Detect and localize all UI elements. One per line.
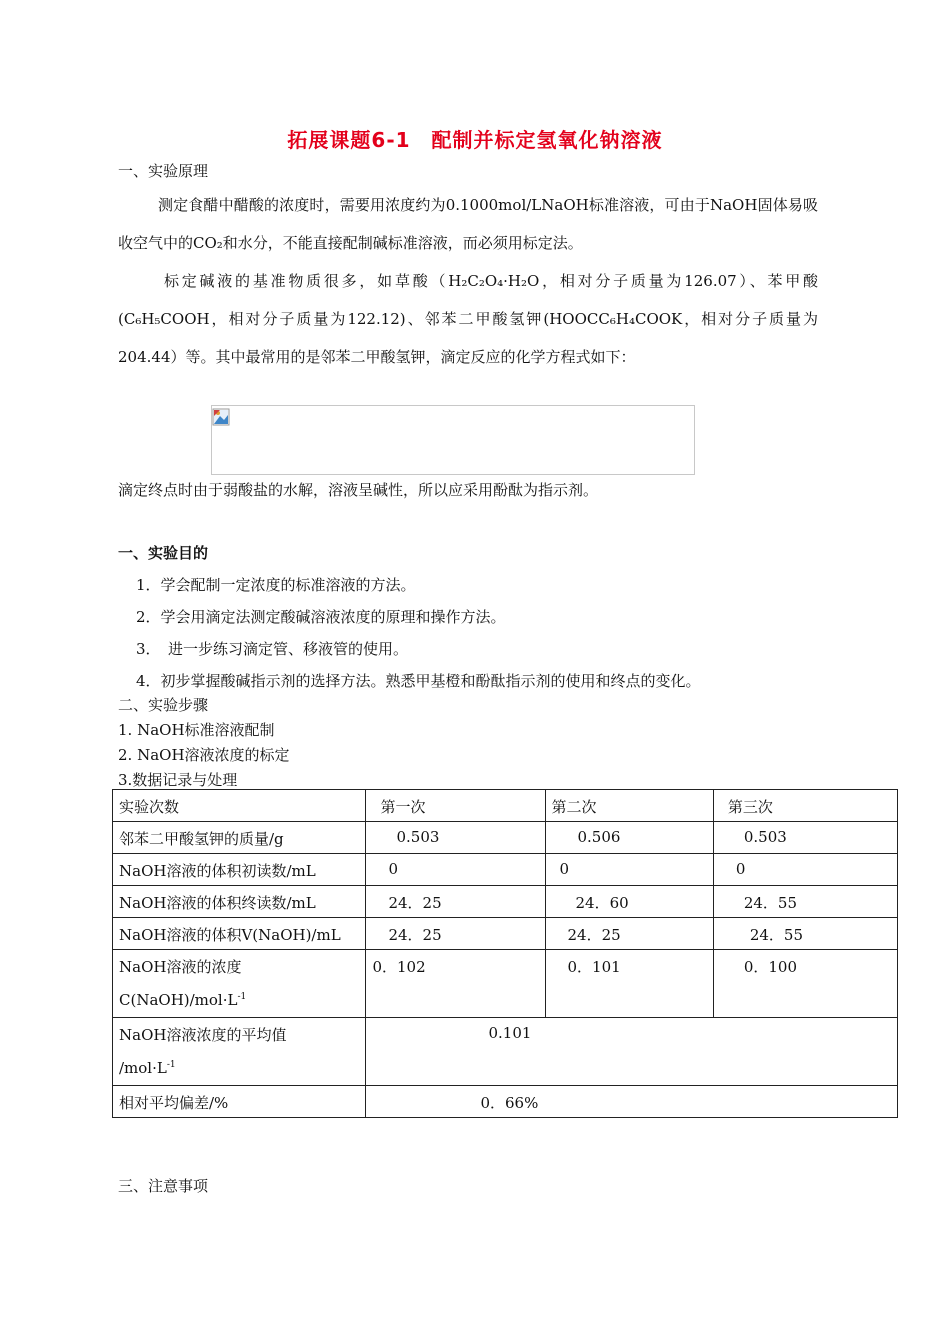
row-label-unit: $C(NaOH)/mol\cdot L^{-1}$ bbox=[119, 991, 247, 1009]
section-heading-principle: 一、实验原理 bbox=[118, 162, 209, 180]
data-record-table bbox=[112, 789, 898, 1118]
row-label-line: NaOH溶液浓度的平均值 bbox=[119, 1026, 287, 1044]
table-cell: 24．25 bbox=[366, 886, 545, 918]
row-label: NaOH溶液的体积V(NaOH)/mL bbox=[113, 918, 366, 950]
principle-paragraph-1: 测定食醋中醋酸的浓度时，需要用浓度约为0.1000mol/LNaOH标准溶液，可由于NaOH固体易吸收空气中的CO₂和水分，不能直接配制碱标准溶液，而必须用标定法。 bbox=[118, 196, 818, 252]
principle-paragraph-2: 标定碱液的基准物质很多，如草酸（H₂C₂O₄·H₂O，相对分子质量为126.07）、苯甲酸(C₆H₅COOH，相对分子质量为122.12)、邻苯二甲酸氢钾(HOOCC₆H₄COOK，相对分子质量为204.44）等。其中最常用的是邻苯二甲酸氢钾，滴定反应的化学方程式如下： bbox=[118, 272, 818, 366]
purpose-item-3: 3． 进一步练习滴定管、移液管的使用。 bbox=[136, 640, 409, 658]
table-cell: 24．25 bbox=[366, 918, 545, 950]
page-title: 拓展课题6-1 配制并标定氢氧化钠溶液 bbox=[287, 128, 663, 152]
step-item-2: 2. NaOH溶液浓度的标定 bbox=[118, 746, 290, 764]
row-label-average bbox=[113, 1018, 366, 1086]
step-item-3: 3.数据记录与处理 bbox=[118, 771, 238, 789]
step-item-1: 1. NaOH标准溶液配制 bbox=[118, 721, 275, 739]
table-cell: 0．100 bbox=[713, 950, 897, 1018]
table-row bbox=[113, 854, 898, 886]
purpose-item-4: 4．初步掌握酸碱指示剂的选择方法。熟悉甲基橙和酚酞指示剂的使用和终点的变化。 bbox=[136, 672, 701, 690]
section-heading-notes: 三、注意事项 bbox=[118, 1177, 209, 1195]
table-cell: 0.503 bbox=[366, 822, 545, 854]
table-row bbox=[113, 950, 898, 1018]
table-row bbox=[113, 886, 898, 918]
table-header-cell: 实验次数 bbox=[113, 790, 366, 822]
table-cell: 0 bbox=[713, 854, 897, 886]
table-cell: 24．55 bbox=[713, 886, 897, 918]
table-cell: 0．101 bbox=[545, 950, 713, 1018]
table-header-cell: 第三次 bbox=[713, 790, 897, 822]
table-header-cell: 第二次 bbox=[545, 790, 713, 822]
table-cell: 0.506 bbox=[545, 822, 713, 854]
table-row bbox=[113, 1086, 898, 1118]
table-row bbox=[113, 918, 898, 950]
table-cell-merged: 0.101 bbox=[366, 1018, 898, 1086]
equation-image-placeholder bbox=[211, 405, 695, 475]
row-label-line: NaOH溶液的浓度 bbox=[119, 958, 242, 976]
purpose-item-2: 2．学会用滴定法测定酸碱溶液浓度的原理和操作方法。 bbox=[136, 608, 506, 626]
table-cell: 0 bbox=[545, 854, 713, 886]
table-cell: 0 bbox=[366, 854, 545, 886]
section-heading-steps: 二、实验步骤 bbox=[118, 696, 209, 714]
row-label: NaOH溶液的体积终读数/mL bbox=[113, 886, 366, 918]
table-row bbox=[113, 822, 898, 854]
table-row bbox=[113, 1018, 898, 1086]
table-cell-merged: 0．66% bbox=[366, 1086, 898, 1118]
endpoint-text: 滴定终点时由于弱酸盐的水解，溶液呈碱性，所以应采用酚酞为指示剂。 bbox=[118, 481, 599, 499]
table-header-cell: 第一次 bbox=[366, 790, 545, 822]
table-header-row bbox=[113, 790, 898, 822]
row-label: NaOH溶液的体积初读数/mL bbox=[113, 854, 366, 886]
row-label-concentration bbox=[113, 950, 366, 1018]
row-label: 邻苯二甲酸氢钾的质量/g bbox=[113, 822, 366, 854]
row-label: 相对平均偏差/% bbox=[113, 1086, 366, 1118]
table-cell: 24．25 bbox=[545, 918, 713, 950]
section-heading-purpose: 一、实验目的 bbox=[118, 544, 209, 562]
broken-image-icon bbox=[212, 408, 230, 426]
table-cell: 0.503 bbox=[713, 822, 897, 854]
row-label-unit: $/mol\cdot L^{-1}$ bbox=[119, 1059, 176, 1077]
table-cell: 24．60 bbox=[545, 886, 713, 918]
table-cell: 0．102 bbox=[366, 950, 545, 1018]
table-cell: 24．55 bbox=[713, 918, 897, 950]
purpose-item-1: 1．学会配制一定浓度的标准溶液的方法。 bbox=[136, 576, 416, 594]
